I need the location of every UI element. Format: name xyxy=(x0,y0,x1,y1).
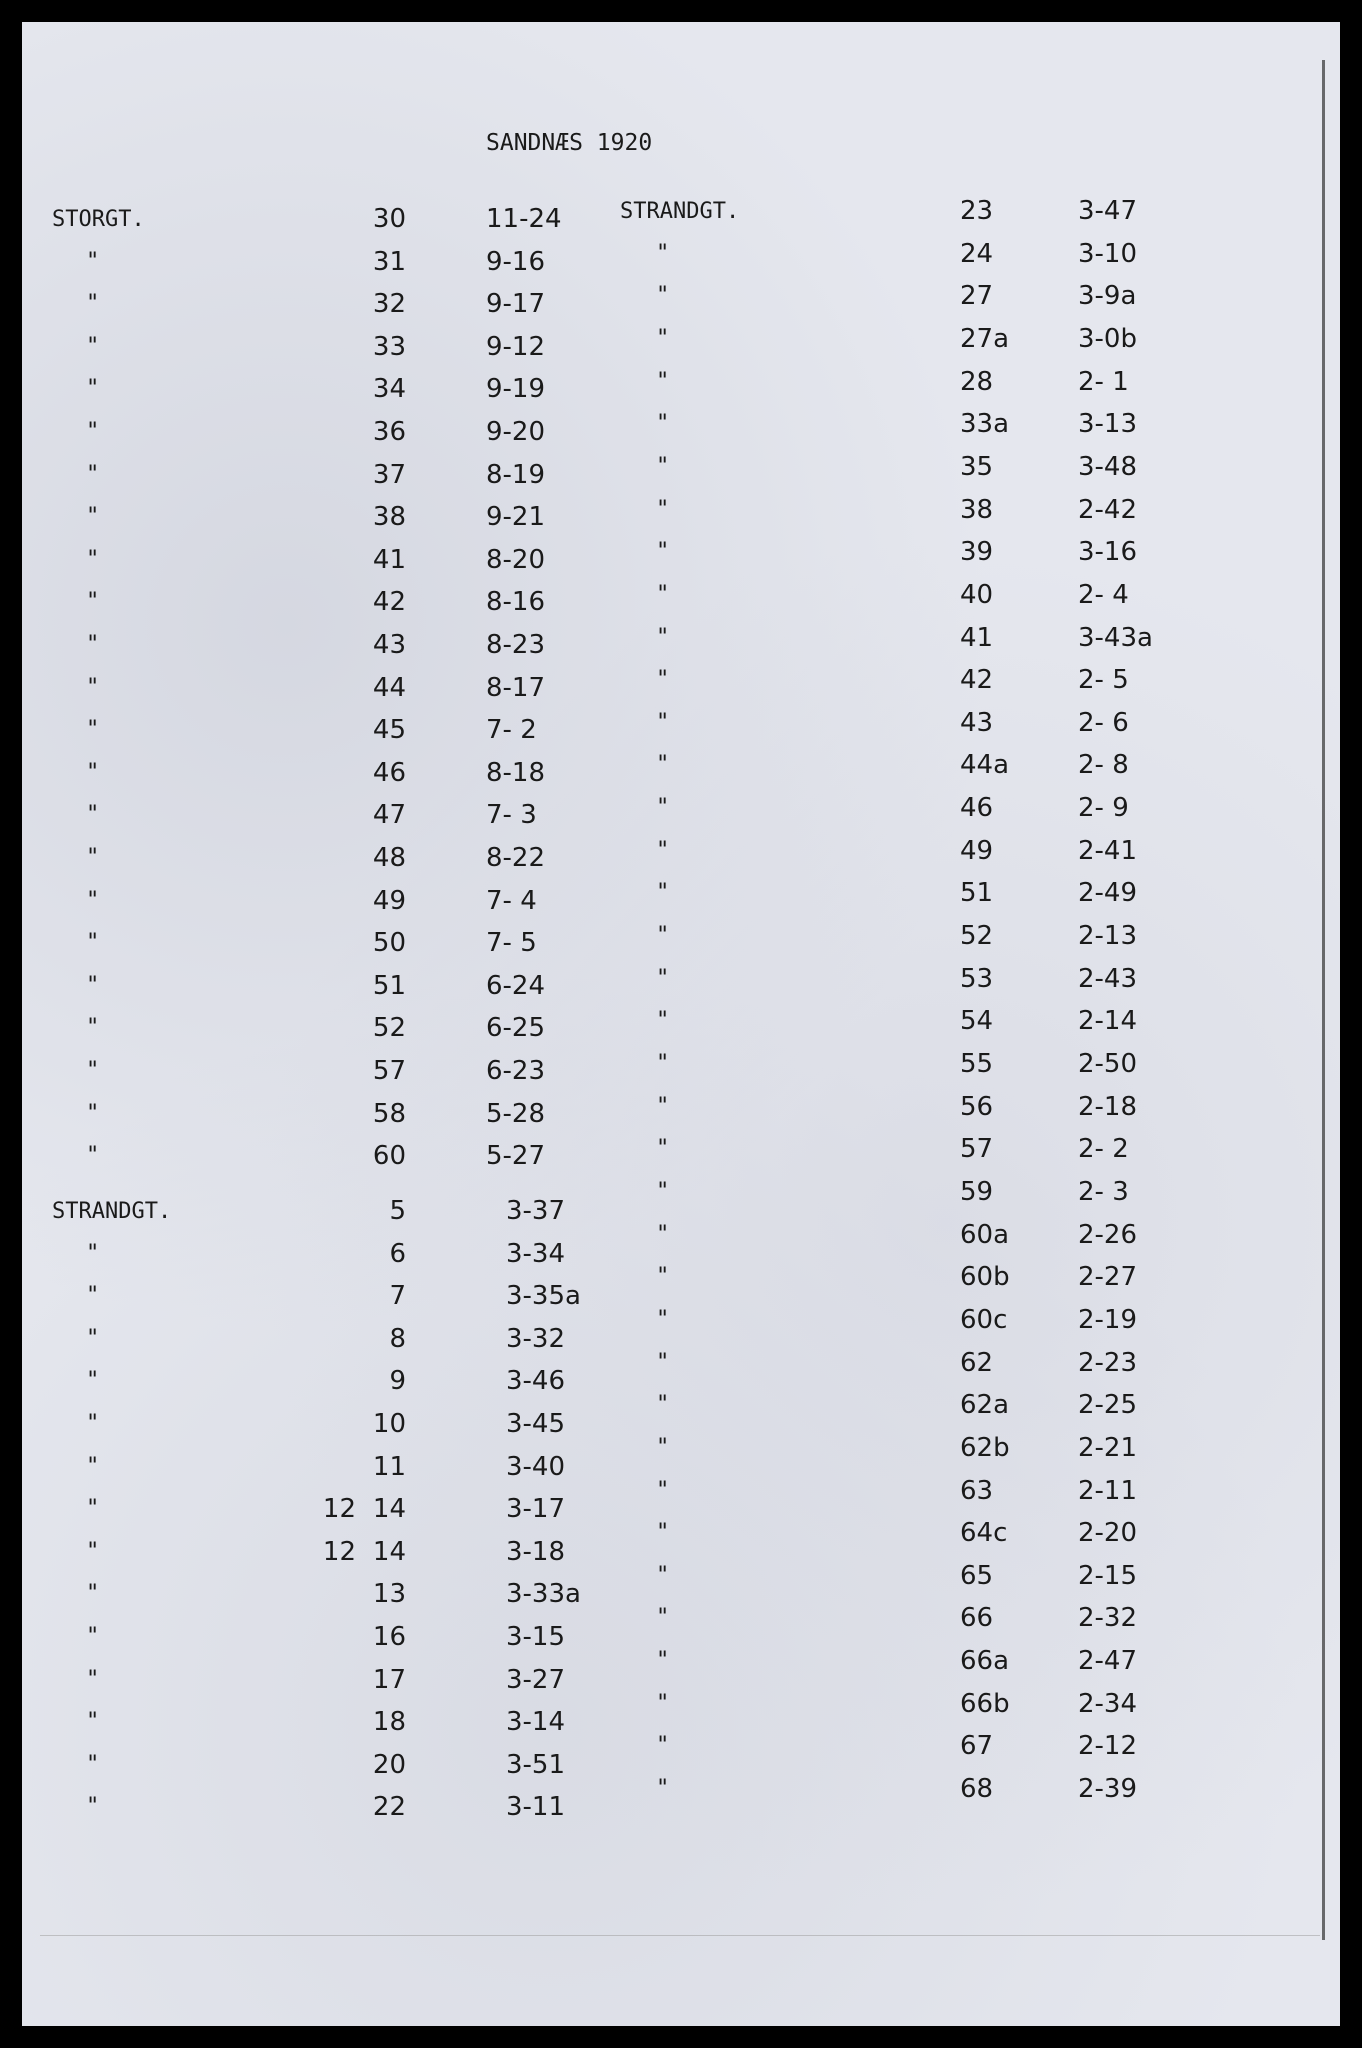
ditto-mark: " xyxy=(86,972,100,998)
house-number: 16 xyxy=(372,1622,406,1652)
house-number: 7 xyxy=(389,1281,406,1312)
register-code: 2-15 xyxy=(1078,1560,1138,1591)
house-number: 57 xyxy=(960,1134,994,1165)
house-number-prefix: 12 xyxy=(322,1536,356,1567)
register-code: 3-18 xyxy=(506,1536,566,1567)
register-code: 3-16 xyxy=(1078,537,1138,568)
register-code: 3-14 xyxy=(506,1707,566,1738)
page-edge-line xyxy=(1322,60,1325,1940)
ditto-mark: " xyxy=(656,1562,670,1588)
house-number: 17 xyxy=(372,1664,406,1695)
register-code: 8-16 xyxy=(486,587,546,618)
register-code: 2-39 xyxy=(1078,1774,1138,1805)
ditto-mark: " xyxy=(656,1434,670,1460)
register-code: 9-16 xyxy=(486,246,546,277)
register-code: 7- 4 xyxy=(486,885,537,916)
house-number: 64c xyxy=(960,1518,1008,1549)
ditto-mark: " xyxy=(656,880,670,906)
register-code: 2- 6 xyxy=(1078,707,1129,738)
register-code: 3-0b xyxy=(1078,323,1137,354)
house-number: 27 xyxy=(960,281,994,312)
register-code: 9-20 xyxy=(486,417,546,447)
ditto-mark: " xyxy=(656,1605,670,1631)
register-code: 3-46 xyxy=(506,1366,566,1397)
register-code: 3-9a xyxy=(1078,281,1137,312)
ditto-mark: " xyxy=(656,1776,670,1802)
register-code: 2-50 xyxy=(1078,1049,1138,1079)
ditto-mark: " xyxy=(86,1100,100,1126)
page-bottom-line xyxy=(40,1935,1320,1936)
register-code: 8-17 xyxy=(486,672,546,703)
house-number: 30 xyxy=(372,204,406,234)
house-number: 11 xyxy=(372,1451,406,1482)
register-code: 3-40 xyxy=(506,1451,566,1482)
ditto-mark: " xyxy=(86,1453,100,1479)
register-code: 9-21 xyxy=(486,502,546,533)
register-code: 2-25 xyxy=(1078,1390,1138,1421)
register-code: 2- 3 xyxy=(1078,1176,1129,1207)
ditto-mark: " xyxy=(656,1520,670,1546)
ditto-mark: " xyxy=(86,1283,100,1309)
register-code: 2- 9 xyxy=(1078,793,1129,824)
street-name: STRANDGT. xyxy=(52,1199,172,1224)
ditto-mark: " xyxy=(656,1178,670,1204)
register-code: 2-14 xyxy=(1078,1006,1138,1037)
house-number: 34 xyxy=(372,374,406,405)
register-code: 2-41 xyxy=(1078,835,1138,866)
house-number: 14 xyxy=(372,1494,406,1525)
ditto-mark: " xyxy=(656,1392,670,1418)
ditto-mark: " xyxy=(86,504,100,530)
house-number: 60c xyxy=(960,1304,1008,1335)
house-number: 41 xyxy=(372,544,406,575)
house-number: 62 xyxy=(960,1347,994,1378)
house-number: 62a xyxy=(960,1390,1010,1421)
ditto-mark: " xyxy=(656,1221,670,1247)
ditto-mark: " xyxy=(656,624,670,650)
house-number: 38 xyxy=(372,502,406,533)
house-number: 67 xyxy=(960,1731,994,1762)
house-number: 13 xyxy=(372,1579,406,1610)
ditto-mark: " xyxy=(86,1624,100,1649)
house-number: 50 xyxy=(372,928,406,959)
ditto-mark: " xyxy=(656,923,670,949)
ditto-mark: " xyxy=(86,1538,100,1564)
register-code: 9-19 xyxy=(486,374,546,405)
register-code: 3-15 xyxy=(506,1622,566,1652)
house-number: 48 xyxy=(372,843,406,873)
register-code: 3-10 xyxy=(1078,238,1138,269)
ditto-mark: " xyxy=(656,795,670,821)
register-code: 2-47 xyxy=(1078,1646,1138,1677)
register-code: 2-12 xyxy=(1078,1731,1138,1762)
house-number: 44a xyxy=(960,750,1010,781)
register-code: 3-43a xyxy=(1078,622,1153,653)
house-number: 5 xyxy=(389,1196,406,1226)
house-number: 43 xyxy=(960,707,994,738)
ditto-mark: " xyxy=(656,539,670,565)
register-code: 8-18 xyxy=(486,757,546,788)
register-code: 2-42 xyxy=(1078,494,1138,525)
ditto-mark: " xyxy=(656,283,670,309)
house-number: 55 xyxy=(960,1049,994,1079)
register-code: 2-21 xyxy=(1078,1432,1138,1463)
ditto-mark: " xyxy=(86,333,100,359)
ditto-mark: " xyxy=(86,419,100,444)
register-code: 2- 2 xyxy=(1078,1134,1129,1165)
ditto-mark: " xyxy=(86,291,100,317)
house-number: 68 xyxy=(960,1774,994,1805)
ditto-mark: " xyxy=(86,546,100,572)
house-number: 33a xyxy=(960,409,1010,440)
house-number: 51 xyxy=(960,878,994,909)
register-code: 3-51 xyxy=(506,1749,566,1780)
street-name: STORGT. xyxy=(52,207,145,232)
register-code: 2-26 xyxy=(1078,1219,1138,1250)
house-number: 33 xyxy=(372,331,406,362)
house-number: 66a xyxy=(960,1646,1010,1677)
house-number: 51 xyxy=(372,970,406,1001)
register-code: 8-22 xyxy=(486,843,546,873)
register-code: 2-23 xyxy=(1078,1347,1138,1378)
register-code: 3-45 xyxy=(506,1409,566,1439)
ditto-mark: " xyxy=(86,845,100,870)
register-code: 2-34 xyxy=(1078,1688,1138,1719)
ditto-mark: " xyxy=(86,1411,100,1436)
register-code: 3-32 xyxy=(506,1323,566,1354)
register-code: 8-19 xyxy=(486,459,546,490)
house-number: 42 xyxy=(372,587,406,618)
register-code: 11-24 xyxy=(486,204,562,234)
ditto-mark: " xyxy=(86,1794,100,1820)
house-number: 53 xyxy=(960,963,994,994)
ditto-mark: " xyxy=(86,632,100,657)
house-number: 49 xyxy=(372,885,406,916)
house-number: 62b xyxy=(960,1432,1010,1463)
house-number: 28 xyxy=(960,366,994,397)
ditto-mark: " xyxy=(86,1666,100,1692)
ditto-mark: " xyxy=(86,717,100,743)
house-number: 39 xyxy=(960,537,994,568)
ditto-mark: " xyxy=(656,667,670,693)
register-code: 3-11 xyxy=(506,1792,566,1823)
register-code: 7- 2 xyxy=(486,715,537,746)
ditto-mark: " xyxy=(86,248,100,274)
house-number: 40 xyxy=(960,579,994,610)
register-code: 3-27 xyxy=(506,1664,566,1695)
register-code: 5-28 xyxy=(486,1098,546,1129)
register-code: 6-24 xyxy=(486,970,546,1001)
house-number: 44 xyxy=(372,672,406,703)
ditto-mark: " xyxy=(86,674,100,700)
house-number: 60 xyxy=(372,1141,406,1172)
register-code: 7- 3 xyxy=(486,800,537,831)
house-number: 8 xyxy=(389,1323,406,1354)
house-number-prefix: 12 xyxy=(322,1494,356,1525)
house-number: 65 xyxy=(960,1560,994,1591)
house-number: 63 xyxy=(960,1475,994,1506)
ditto-mark: " xyxy=(86,1058,100,1083)
ditto-mark: " xyxy=(86,1751,100,1777)
house-number: 43 xyxy=(372,630,406,660)
street-name: STRANDGT. xyxy=(620,199,740,224)
ditto-mark: " xyxy=(656,1349,670,1375)
ditto-mark: " xyxy=(86,759,100,785)
ditto-mark: " xyxy=(656,496,670,522)
register-code: 8-20 xyxy=(486,544,546,575)
ditto-mark: " xyxy=(656,1648,670,1674)
house-number: 58 xyxy=(372,1098,406,1129)
ditto-mark: " xyxy=(86,1496,100,1522)
house-number: 14 xyxy=(372,1536,406,1567)
house-number: 46 xyxy=(372,757,406,788)
ditto-mark: " xyxy=(656,1733,670,1759)
register-code: 2-43 xyxy=(1078,963,1138,994)
house-number: 60a xyxy=(960,1219,1010,1250)
register-code: 2-32 xyxy=(1078,1603,1138,1634)
ditto-mark: " xyxy=(86,589,100,615)
house-number: 23 xyxy=(960,196,994,226)
house-number: 59 xyxy=(960,1176,994,1207)
ditto-mark: " xyxy=(86,1709,100,1735)
house-number: 27a xyxy=(960,323,1010,354)
ditto-mark: " xyxy=(656,325,670,351)
ditto-mark: " xyxy=(656,1264,670,1290)
register-code: 2-20 xyxy=(1078,1518,1138,1549)
house-number: 20 xyxy=(372,1749,406,1780)
register-code: 6-23 xyxy=(486,1056,546,1086)
house-number: 52 xyxy=(960,921,994,952)
register-code: 2-18 xyxy=(1078,1091,1138,1122)
ditto-mark: " xyxy=(86,1143,100,1169)
ditto-mark: " xyxy=(656,1306,670,1332)
house-number: 54 xyxy=(960,1006,994,1037)
register-code: 2-11 xyxy=(1078,1475,1138,1506)
ditto-mark: " xyxy=(656,1051,670,1076)
ditto-mark: " xyxy=(656,411,670,437)
house-number: 52 xyxy=(372,1013,406,1044)
register-code: 3-33a xyxy=(506,1579,581,1610)
house-number: 66b xyxy=(960,1688,1010,1719)
register-code: 3-37 xyxy=(506,1196,566,1226)
house-number: 46 xyxy=(960,793,994,824)
register-code: 2- 8 xyxy=(1078,750,1129,781)
ditto-mark: " xyxy=(86,1325,100,1351)
ditto-mark: " xyxy=(656,1690,670,1716)
house-number: 49 xyxy=(960,835,994,866)
house-number: 41 xyxy=(960,622,994,653)
page-title: SANDNÆS 1920 xyxy=(486,130,653,156)
house-number: 18 xyxy=(372,1707,406,1738)
house-number: 36 xyxy=(372,417,406,447)
ditto-mark: " xyxy=(86,1240,100,1266)
ditto-mark: " xyxy=(656,453,670,479)
register-code: 6-25 xyxy=(486,1013,546,1044)
ditto-mark: " xyxy=(86,930,100,956)
register-code: 8-23 xyxy=(486,630,546,660)
house-number: 24 xyxy=(960,238,994,269)
ditto-mark: " xyxy=(86,461,100,487)
ditto-mark: " xyxy=(656,752,670,778)
register-code: 2- 1 xyxy=(1078,366,1129,397)
house-number: 6 xyxy=(389,1238,406,1269)
ditto-mark: " xyxy=(656,368,670,394)
ditto-mark: " xyxy=(656,581,670,607)
register-code: 3-17 xyxy=(506,1494,566,1525)
ditto-mark: " xyxy=(656,837,670,863)
ditto-mark: " xyxy=(656,1136,670,1162)
ditto-mark: " xyxy=(86,1368,100,1394)
house-number: 47 xyxy=(372,800,406,831)
register-code: 3-13 xyxy=(1078,409,1138,440)
ditto-mark: " xyxy=(656,1093,670,1119)
ditto-mark: " xyxy=(86,376,100,402)
house-number: 37 xyxy=(372,459,406,490)
ditto-mark: " xyxy=(656,965,670,991)
house-number: 35 xyxy=(960,451,994,482)
house-number: 57 xyxy=(372,1056,406,1086)
paper-sheet xyxy=(22,22,1340,2026)
register-code: 7- 5 xyxy=(486,928,537,959)
ditto-mark: " xyxy=(656,1477,670,1503)
ditto-mark: " xyxy=(86,1581,100,1607)
register-code: 3-35a xyxy=(506,1281,581,1312)
register-code: 2-19 xyxy=(1078,1304,1138,1335)
house-number: 9 xyxy=(389,1366,406,1397)
ditto-mark: " xyxy=(86,802,100,828)
register-code: 3-34 xyxy=(506,1238,566,1269)
house-number: 42 xyxy=(960,665,994,696)
house-number: 56 xyxy=(960,1091,994,1122)
house-number: 45 xyxy=(372,715,406,746)
ditto-mark: " xyxy=(86,887,100,913)
register-code: 5-27 xyxy=(486,1141,546,1172)
house-number: 60b xyxy=(960,1262,1010,1293)
register-code: 3-47 xyxy=(1078,196,1138,226)
register-code: 2-13 xyxy=(1078,921,1138,952)
house-number: 66 xyxy=(960,1603,994,1634)
ditto-mark: " xyxy=(86,1015,100,1041)
house-number: 22 xyxy=(372,1792,406,1823)
ditto-mark: " xyxy=(656,1008,670,1034)
register-code: 2- 5 xyxy=(1078,665,1129,696)
register-code: 9-17 xyxy=(486,289,546,320)
house-number: 10 xyxy=(372,1409,406,1439)
ditto-mark: " xyxy=(656,240,670,266)
register-code: 2- 4 xyxy=(1078,579,1129,610)
register-code: 3-48 xyxy=(1078,451,1138,482)
house-number: 31 xyxy=(372,246,406,277)
register-code: 2-49 xyxy=(1078,878,1138,909)
house-number: 32 xyxy=(372,289,406,320)
register-code: 9-12 xyxy=(486,331,546,362)
house-number: 38 xyxy=(960,494,994,525)
register-code: 2-27 xyxy=(1078,1262,1138,1293)
ditto-mark: " xyxy=(656,709,670,735)
